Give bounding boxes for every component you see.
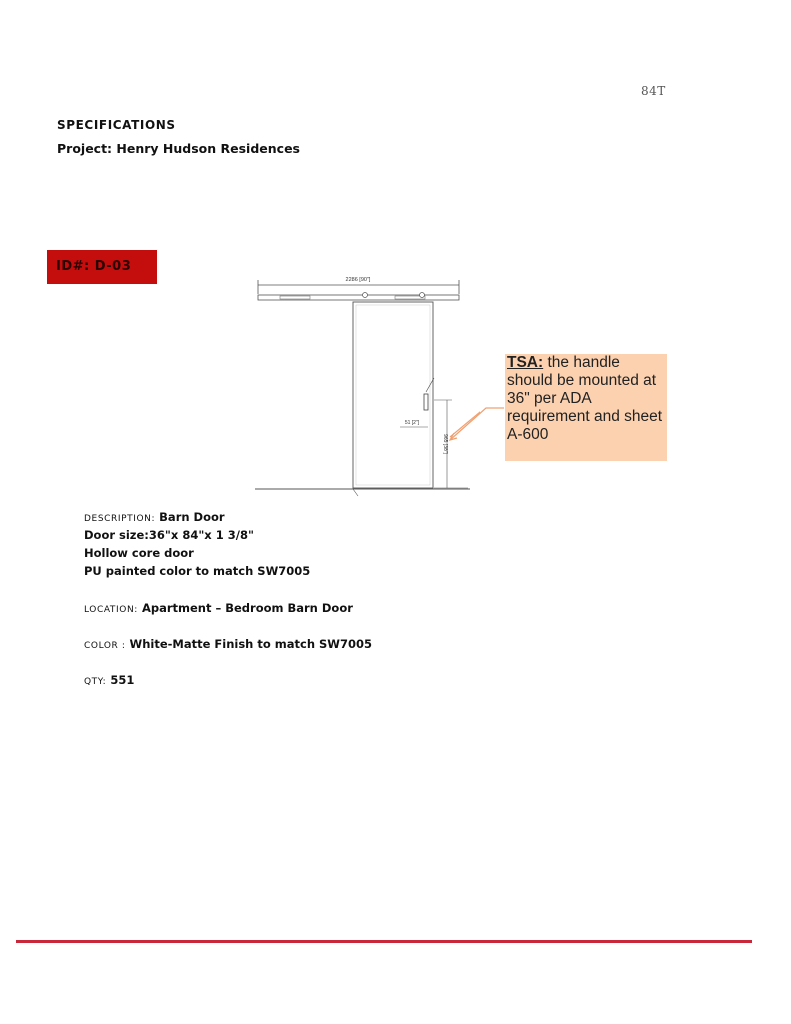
color-label: COLOR : (84, 641, 126, 651)
qty-line (84, 671, 134, 691)
height-dim-text: 965 [38"] (442, 434, 448, 454)
track-stop-left (363, 293, 368, 298)
color-value: White-Matte Finish to match SW7005 (129, 637, 372, 651)
location-label: LOCATION: (84, 605, 138, 615)
project-label: Project: (57, 141, 113, 156)
door-size-line: Door size:36"x 84"x 1 3/8" (84, 528, 254, 542)
qty-value: 551 (110, 673, 135, 687)
door-finish-line: PU painted color to match SW7005 (84, 564, 311, 578)
tsa-note (505, 354, 667, 461)
description-line (84, 508, 225, 528)
door-handle (424, 394, 428, 410)
width-dim-text: 2286 [90"] (345, 277, 371, 283)
location-value: Apartment – Bedroom Barn Door (141, 601, 353, 615)
project-name: Henry Hudson Residences (116, 141, 300, 156)
door-panel (353, 302, 433, 488)
project-line (57, 141, 300, 156)
floor-tick (353, 489, 358, 496)
tsa-note-text: the handle should be mounted at 36" per ADA requirement and sheet A-600 (507, 354, 663, 443)
color-line (84, 635, 372, 655)
track-stop-right (420, 293, 425, 298)
track-hanger-left (280, 296, 310, 299)
page-number: 84T (641, 84, 666, 98)
id-label: ID#: D-03 (56, 259, 132, 274)
description-value: Barn Door (159, 510, 225, 524)
offset-dim-text: 51 [2"] (404, 420, 420, 426)
door-core-line: Hollow core door (84, 546, 194, 560)
tsa-label: TSA: (507, 354, 544, 371)
note-leader-extension (440, 400, 510, 450)
barn-door-drawing (250, 270, 480, 500)
description-label: DESCRIPTION: (84, 514, 156, 524)
id-badge (47, 250, 157, 284)
location-line (84, 599, 353, 619)
qty-label: QTY: (84, 677, 107, 687)
section-title: SPECIFICATIONS (57, 118, 176, 132)
footer-rule (16, 940, 752, 943)
